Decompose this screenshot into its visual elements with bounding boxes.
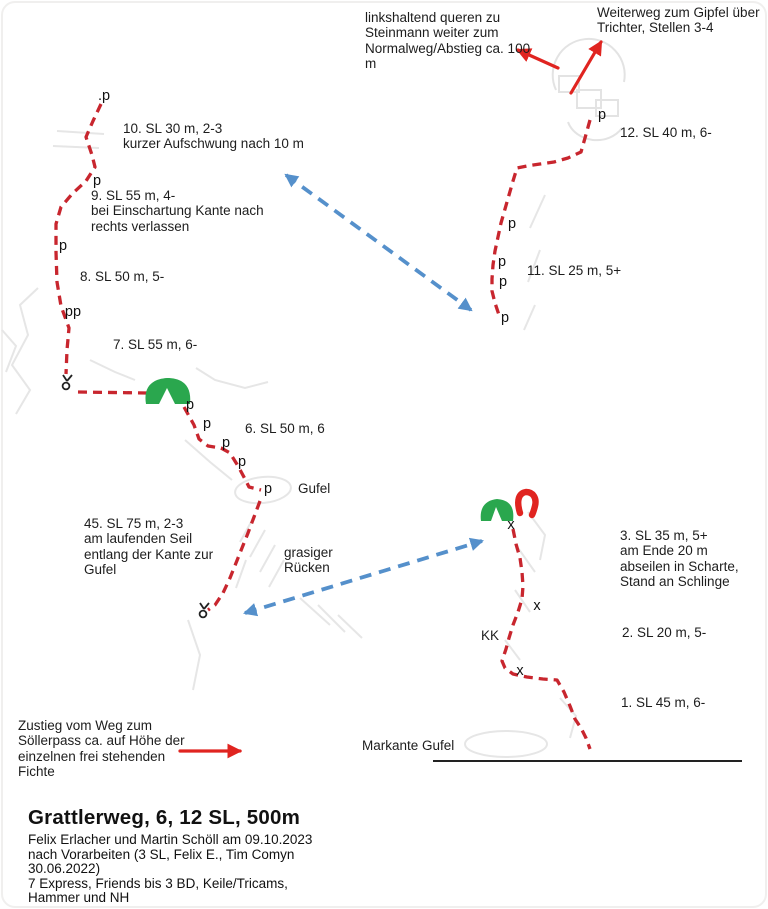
note-linkshaltend-line: linkshaltend queren zu xyxy=(365,10,501,25)
title-block-line: Felix Erlacher und Martin Schöll am 09.10.2023 xyxy=(28,832,313,847)
label-pitch-8-line: 8. SL 50 m, 5- xyxy=(80,269,165,284)
protection-marker-x: x xyxy=(507,517,515,534)
note-weiterweg-line: Trichter, Stellen 3-4 xyxy=(597,20,714,36)
label-pitch-9-line: rechts verlassen xyxy=(91,218,190,234)
label-pitch-12 xyxy=(620,125,712,140)
protection-marker-dotp: .p xyxy=(97,88,111,105)
title-block-line: nach Vorarbeiten (3 SL, Felix E., Tim Comyn xyxy=(28,846,295,862)
note-zustieg-line: Zustieg vom Weg zum xyxy=(18,718,153,733)
protection-marker-p: p xyxy=(185,397,195,414)
label-pitch-2-line: 2. SL 20 m, 5- xyxy=(622,625,707,640)
protection-marker-p: p xyxy=(237,454,247,471)
label-kk-line: KK xyxy=(481,628,500,643)
label-pitch-10-line: kurzer Aufschwung nach 10 m xyxy=(123,136,304,152)
label-pitch-3-line: abseilen in Scharte, xyxy=(620,558,739,574)
label-pitch-3-line: am Ende 20 m xyxy=(620,543,708,559)
protection-marker-p: p xyxy=(58,238,68,255)
label-kk xyxy=(481,628,499,643)
label-gufel xyxy=(298,481,330,496)
note-zustieg xyxy=(18,718,185,779)
protection-marker-p: p xyxy=(202,416,212,433)
note-linkshaltend-line: m xyxy=(365,55,377,71)
label-pitch-7-line: 7. SL 55 m, 6- xyxy=(113,337,198,352)
title-block xyxy=(28,806,312,906)
note-linkshaltend-line: Normalweg/Abstieg ca. 100 xyxy=(365,40,531,56)
label-pitch-12-line: 12. SL 40 m, 6- xyxy=(620,125,712,140)
protection-marker-p: p xyxy=(498,274,508,291)
note-linkshaltend-line: Steinmann weiter zum xyxy=(365,25,499,41)
label-gufel-line: Gufel xyxy=(298,481,331,496)
protection-marker-p: p xyxy=(597,107,607,124)
protection-marker-x: x xyxy=(533,598,541,615)
note-linkshaltend xyxy=(365,10,530,71)
protection-marker-p: p xyxy=(92,173,102,190)
label-pitch-4-5-line: entlang der Kante zur xyxy=(84,546,214,562)
route-traverse-to-tree xyxy=(78,392,148,393)
label-markante-gufel-line: Markante Gufel xyxy=(362,738,455,753)
label-pitch-9-line: bei Einschartung Kante nach xyxy=(91,203,264,219)
title-block-line: 30.06.2022) xyxy=(28,861,101,877)
label-pitch-2 xyxy=(622,625,706,640)
arrow-to-gipfel-note xyxy=(571,42,601,93)
label-grasiger-ruecken-line: grasiger xyxy=(284,545,333,560)
note-weiterweg-line: Weiterweg zum Gipfel über xyxy=(597,5,760,20)
label-pitch-3-line: Stand an Schlinge xyxy=(620,573,730,589)
note-weiterweg xyxy=(597,5,760,36)
label-pitch-10-line: 10. SL 30 m, 2-3 xyxy=(123,121,223,136)
connector-lower-sections xyxy=(245,541,482,613)
label-pitch-4-5-line: am laufenden Seil xyxy=(84,531,193,547)
protection-marker-p: p xyxy=(507,216,517,233)
label-pitch-9 xyxy=(91,188,264,234)
label-pitch-10 xyxy=(123,121,304,152)
protection-marker-p: p xyxy=(263,481,273,498)
label-pitch-6 xyxy=(245,421,325,436)
label-pitch-3 xyxy=(620,528,739,589)
label-pitch-1-line: 1. SL 45 m, 6- xyxy=(621,695,706,710)
protection-marker-pp: pp xyxy=(64,304,82,321)
note-zustieg-line: einzelnen frei stehenden xyxy=(18,748,166,764)
protection-marker-x: x xyxy=(516,663,524,680)
label-grasiger-ruecken-line: Rücken xyxy=(284,560,330,576)
protection-marker-p: p xyxy=(497,254,507,271)
title-block-line: 7 Express, Friends bis 3 BD, Keile/Tricams, xyxy=(28,875,288,891)
label-pitch-6-line: 6. SL 50 m, 6 xyxy=(245,421,325,436)
protection-marker-p: p xyxy=(500,310,510,327)
label-pitch-4-5-line: 45. SL 75 m, 2-3 xyxy=(84,516,184,531)
route-pitches-4-5 xyxy=(208,501,260,610)
label-grasiger-ruecken xyxy=(284,545,333,576)
note-zustieg-line: Söllerpass ca. auf Höhe der xyxy=(18,733,185,749)
label-pitch-7 xyxy=(113,337,197,352)
label-pitch-3-line: 3. SL 35 m, 5+ xyxy=(620,528,708,543)
connector-upper-sections xyxy=(286,175,471,310)
red-arch-icon xyxy=(518,492,535,515)
label-pitch-11 xyxy=(527,263,621,278)
label-pitch-11-line: 11. SL 25 m, 5+ xyxy=(527,263,622,278)
label-markante-gufel xyxy=(362,738,454,753)
protection-marker-p: p xyxy=(221,435,231,452)
route-title: Grattlerweg, 6, 12 SL, 500m xyxy=(28,806,301,829)
belay-icon xyxy=(200,603,209,617)
label-pitch-4-5-line: Gufel xyxy=(84,561,117,577)
label-pitch-9-line: 9. SL 55 m, 4- xyxy=(91,188,176,203)
label-pitch-4-5 xyxy=(84,516,213,577)
note-zustieg-line: Fichte xyxy=(18,763,55,779)
belay-icon xyxy=(63,375,72,389)
route-description xyxy=(28,833,312,906)
tree-icon xyxy=(145,378,190,404)
label-pitch-1 xyxy=(621,695,705,710)
title-block-line: Hammer und NH xyxy=(28,890,130,906)
label-pitch-8 xyxy=(80,269,164,284)
